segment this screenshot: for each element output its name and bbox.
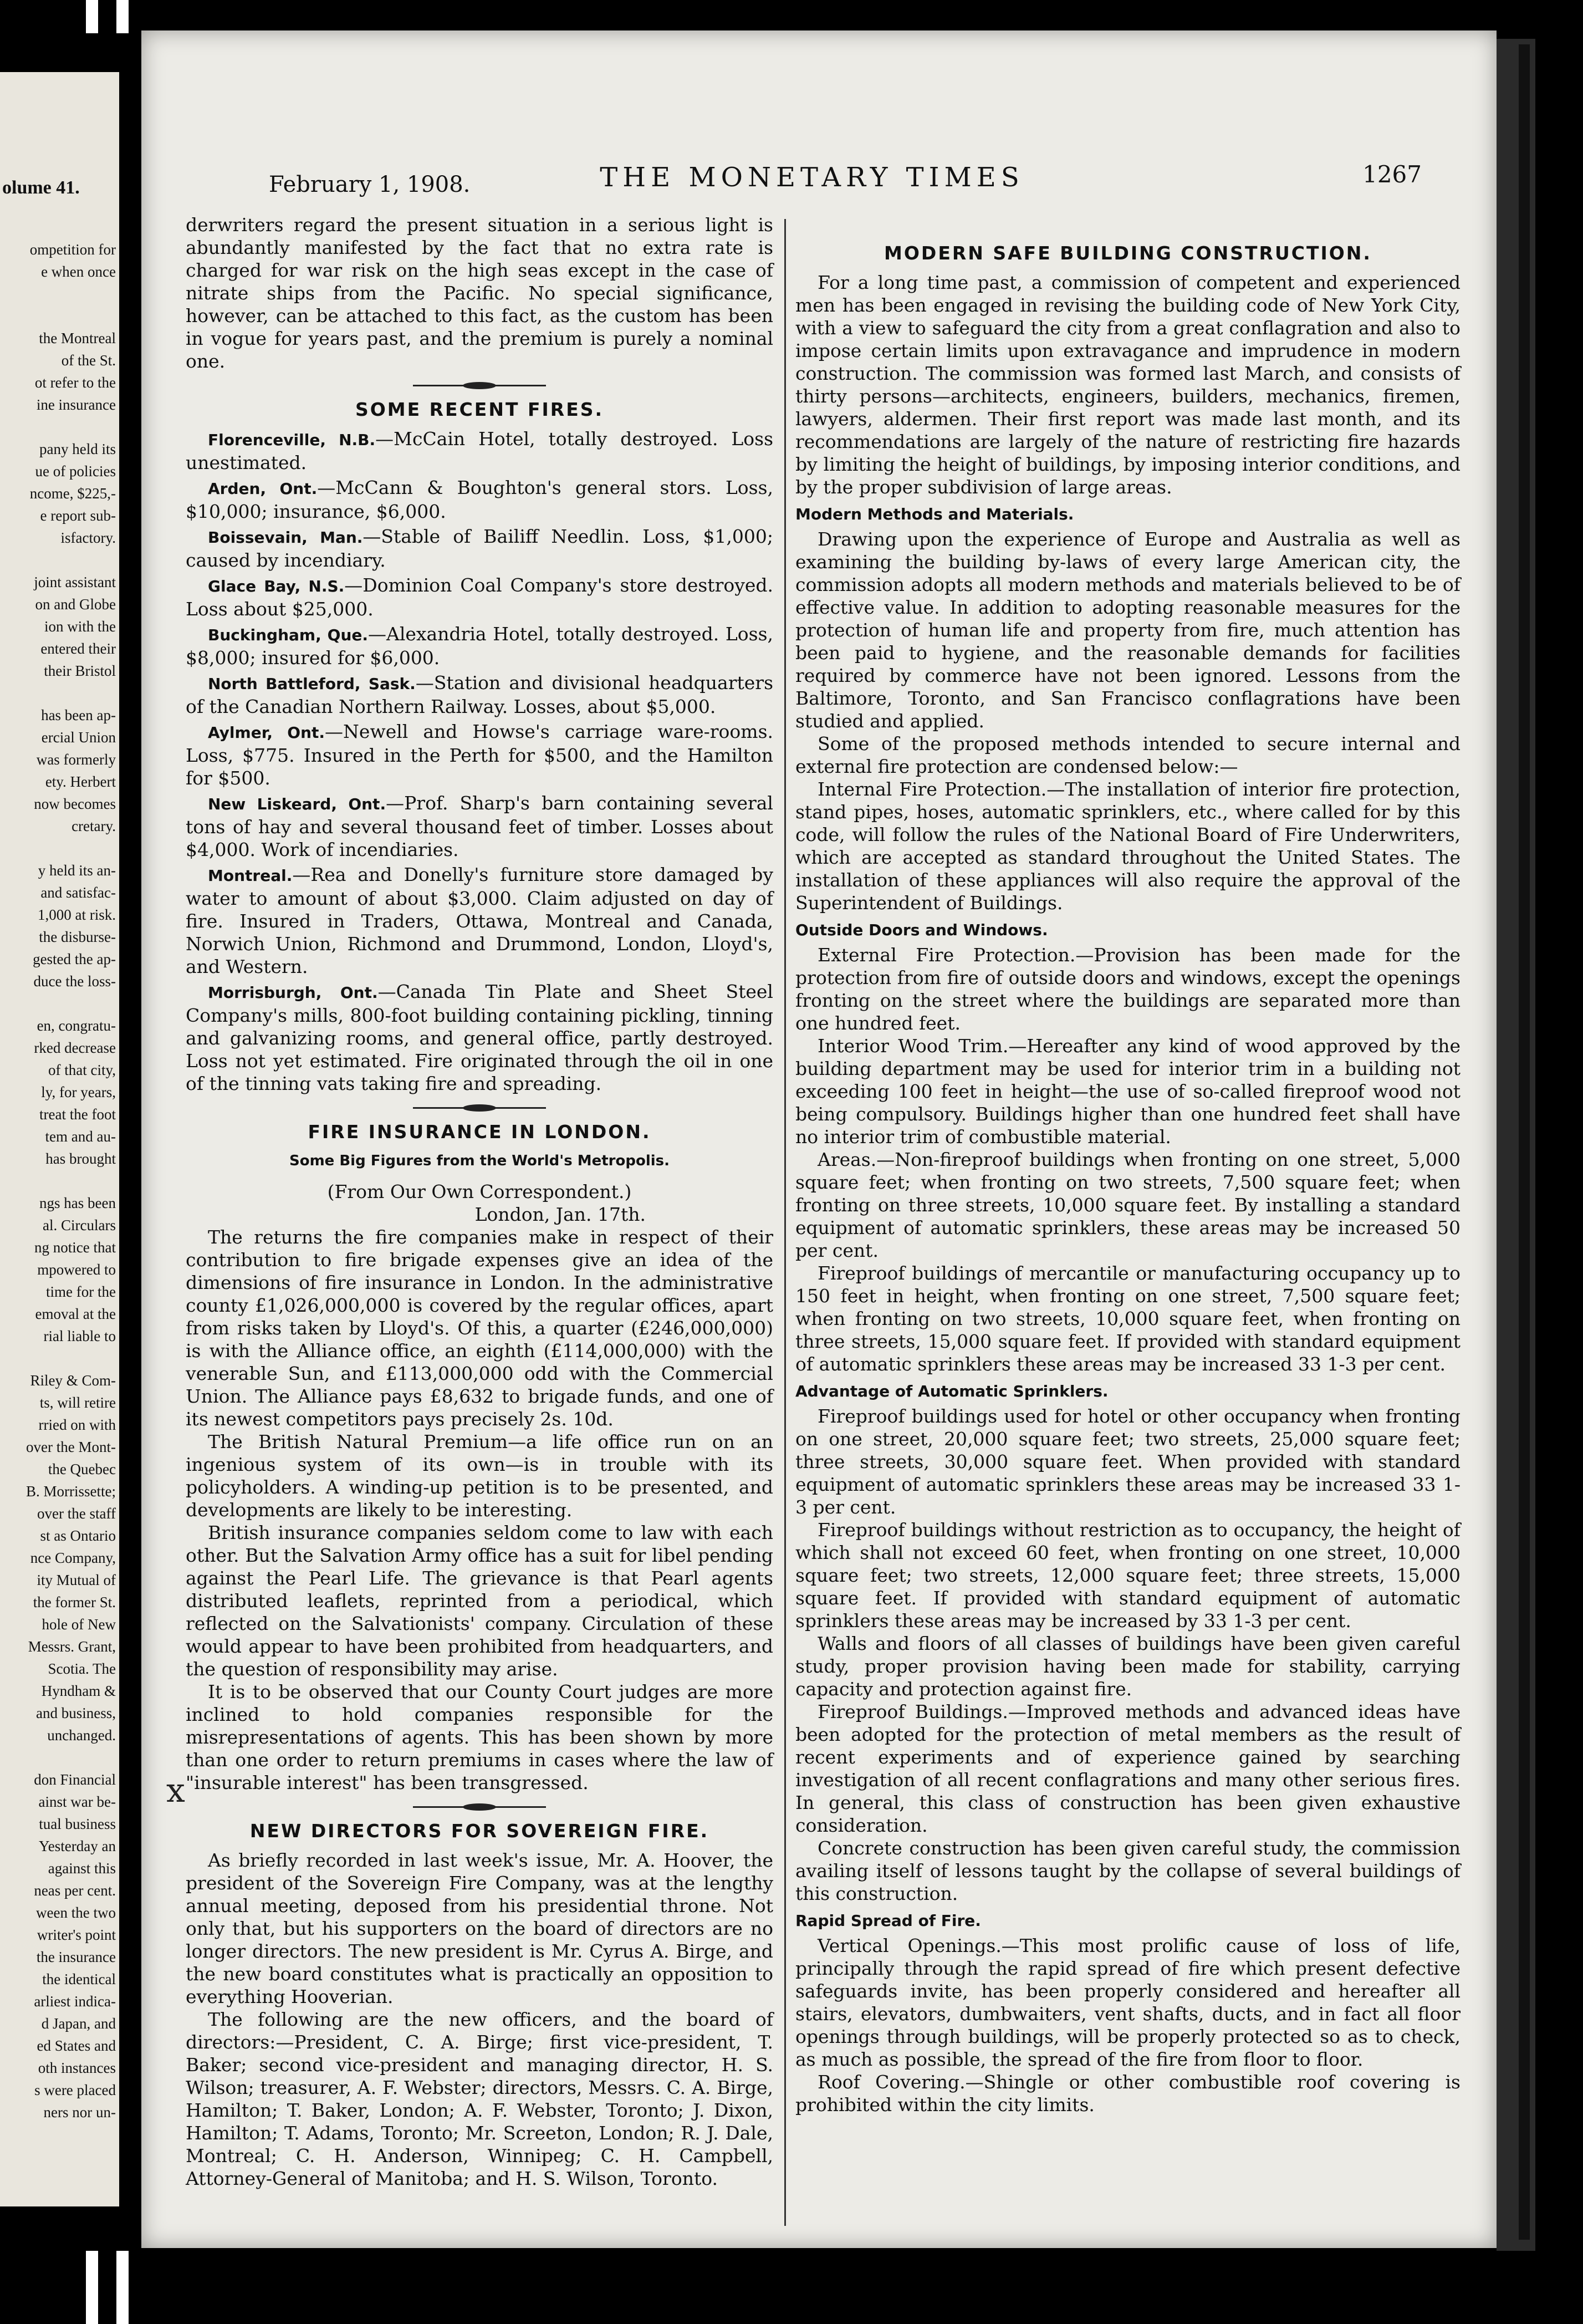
left-page-line: st as Ontario [40, 1527, 116, 1544]
left-page-volume: olume 41. [2, 177, 80, 198]
left-page-line: Hyndham & [41, 1683, 116, 1699]
left-page-line [1, 283, 116, 305]
left-page-line: unchanged. [47, 1727, 116, 1744]
subheading-spread: Rapid Spread of Fire. [795, 1912, 981, 1930]
left-page-line: ngs has been [39, 1195, 116, 1211]
fire-text: —Stable of Bailiff Needlin. Loss, $1,000; caused by incendiary. [186, 526, 774, 571]
left-page-line: e when once [41, 263, 116, 280]
issue-date: February 1, 1908. [269, 172, 471, 197]
building-paragraph: Walls and floors of all classes of buildings have been given careful study, proper provision having been made for stability, carrying capacity and protection against fire. [795, 1633, 1461, 1700]
left-page-line: and business, [36, 1705, 116, 1721]
left-page-line [1, 837, 116, 859]
left-page-line: isfactory. [60, 529, 116, 546]
subheading-methods: Modern Methods and Materials. [795, 505, 1074, 523]
fire-list [186, 427, 773, 1095]
london-heading: FIRE INSURANCE IN LONDON. [308, 1121, 651, 1143]
fire-entry [186, 623, 773, 669]
fire-text: —Rea and Donelly's furniture store damaged by water to amount of about $3,000. Claim adjusted on day of fire. Insured in Traders, Ottawa, Montreal and Canada, Norwich Union, Richmond and Drummond, London, Lloyd's, and Western. [186, 864, 773, 977]
left-page-line: of the St. [61, 352, 116, 369]
fire-entry [186, 720, 773, 789]
section-divider [413, 380, 546, 390]
left-page-line: ng notice that [34, 1239, 116, 1256]
london-paragraph: The returns the fire companies make in respect of their contribution to fire brigade expenses give an idea of the dimensions of fire insurance in London. In the administrative county £1,026,000,000 is covered by the regular offices, apart from risks taken by Lloyd's. Of this, a quarter (£246,000,000) is with the Alliance office, an eighth (£114,000,000) with the venerable Sun, and £113,000,000 odd with the Commercial Union. The Alliance pays £8,632 to brigade funds, and one of its newest competitors pays precisely 2s. 10d. [186, 1226, 773, 1430]
newspaper-page [141, 30, 1497, 2248]
left-page-line: don Financial [34, 1771, 116, 1788]
subheading-sprinklers: Advantage of Automatic Sprinklers. [795, 1382, 1109, 1400]
left-page-line: Riley & Com- [30, 1372, 116, 1389]
building-paragraph: Some of the proposed methods intended to secure internal and external fire protection are condensed below:— [795, 733, 1461, 777]
left-page-line: neas per cent. [34, 1882, 116, 1899]
fire-place: Morrisburgh, Ont. [208, 983, 378, 1002]
fire-text: —Newell and Howse's carriage ware-rooms. Loss, $775. Insured in the Perth for $500, and the Hamilton for $500. [186, 721, 773, 789]
left-page-line: ts, will retire [39, 1394, 116, 1411]
left-page-line: Yesterday an [39, 1838, 116, 1854]
left-page-line: ners nor un- [43, 2104, 116, 2121]
left-page-line: ety. Herbert [45, 773, 116, 790]
fire-place: Montreal. [208, 867, 293, 885]
fire-entry [186, 427, 773, 474]
fire-text: —Station and divisional headquarters of the Canadian Northern Railway. Losses, about $5,000. [186, 672, 774, 717]
fire-entry [186, 980, 773, 1095]
fire-text: —Alexandria Hotel, totally destroyed. Loss, $8,000; insured for $6,000. [186, 623, 773, 669]
left-page-line: tual business [39, 1816, 116, 1832]
page-edge-right-dark [1519, 44, 1530, 2240]
fire-place: Boissevain, Man. [208, 528, 363, 547]
left-page-line: over the Mont- [26, 1439, 116, 1455]
binding-mark-bottom-2 [116, 2251, 129, 2324]
left-page-line: over the staff [37, 1505, 116, 1522]
left-page-line: their Bristol [44, 662, 116, 679]
left-page-line: ly, for years, [41, 1084, 116, 1100]
left-page-line: now becomes [34, 796, 116, 812]
fire-place: Arden, Ont. [208, 480, 318, 498]
left-page-line: against this [48, 1860, 116, 1877]
left-page-line: y held its an- [38, 862, 116, 879]
left-page-line: ompetition for [29, 241, 116, 258]
left-page-line: rried on with [38, 1416, 116, 1433]
left-page-line: the former St. [33, 1594, 116, 1611]
fire-entry [186, 574, 773, 620]
left-page-line: ion with the [44, 618, 116, 635]
left-page-line: ncome, $225,- [29, 485, 116, 502]
page-header [202, 150, 1422, 211]
building-paragraph: Interior Wood Trim.—Hereafter any kind of wood approved by the building department may be used for interior trim in a building not exceeding 100 feet in height—the use of so-called fireproof wood not being compulsory. Buildings higher than one hundred feet shall have no interior trim of combustible material. [795, 1035, 1461, 1148]
building-paragraph: Roof Covering.—Shingle or other combustible roof covering is prohibited within the city limits. [795, 2071, 1461, 2116]
fire-entry [186, 476, 773, 523]
fire-entry [186, 671, 773, 718]
section-divider [413, 1103, 546, 1113]
left-page-line: treat the foot [39, 1106, 116, 1123]
left-page-line: the identical [42, 1971, 116, 1987]
building-paragraph: Fireproof buildings of mercantile or manufacturing occupancy up to 150 feet in height, when fronting on one street, 7,500 square feet; when fronting on two streets, 10,000 square feet, when fronting on three streets, 15,000 square feet. If provided with standard equipment of automatic sprinklers these areas may be increased 33 1-3 per cent. [795, 1262, 1461, 1375]
left-page-line: of that city, [48, 1062, 116, 1078]
left-page-line: al. Circulars [43, 1217, 116, 1234]
left-page-line: Scotia. The [48, 1660, 116, 1677]
left-page-line: rial liable to [43, 1328, 116, 1344]
left-page-line: ainst war be- [38, 1793, 116, 1810]
fire-place: North Battleford, Sask. [208, 675, 416, 693]
london-paragraph: It is to be observed that our County Court judges are more inclined to hold companies responsible for the misrepresentations of agents. This has been shown by more than one order to return premiums in cases where the law of "insurable interest" has been transgressed. [186, 1681, 773, 1793]
left-page-line [1, 682, 116, 704]
fire-place: Buckingham, Que. [208, 626, 369, 644]
left-page-line: B. Morrissette; [26, 1483, 116, 1500]
directors-heading: NEW DIRECTORS FOR SOVEREIGN FIRE. [249, 1820, 709, 1842]
fire-place: Aylmer, Ont. [208, 723, 325, 742]
left-page-line: and satisfac- [40, 884, 116, 901]
left-page-line: has been ap- [41, 707, 116, 723]
left-page-line: rked decrease [34, 1039, 116, 1056]
left-page-line: ot refer to the [34, 374, 116, 391]
page-number: 1267 [1362, 161, 1422, 188]
fire-entry [186, 792, 773, 861]
fire-text: —McCann & Boughton's general stors. Loss, $10,000; insurance, $6,000. [186, 477, 774, 522]
left-page-line [1, 1170, 116, 1192]
left-page-line [1, 1746, 116, 1769]
left-page-line: ine insurance [36, 396, 116, 413]
fire-text: —Prof. Sharp's barn containing several tons of hay and several thousand feet of timber. Losses about $4,000. Work of incendiaries. [186, 792, 773, 860]
binding-mark-top-2 [116, 0, 129, 33]
left-page-line: ed States and [37, 2037, 116, 2054]
column-left [186, 213, 773, 2190]
building-paragraph: Internal Fire Protection.—The installation of interior fire protection, stand pipes, hoses, automatic sprinklers, etc., where called for by this code, will follow the rules of the National Board of Fire Underwriters, which are accepted as standard throughout the United States. The installation of these appliances will also require the approval of the Superintendent of Buildings. [795, 778, 1461, 914]
fire-place: Florenceville, N.B. [208, 431, 376, 449]
building-paragraph: External Fire Protection.—Provision has been made for the protection from fire of outside doors and windows, except the openings fronting on the street where the buildings are separated more than one hundred feet. [795, 944, 1461, 1034]
fire-text: —Dominion Coal Company's store destroyed. Loss about $25,000. [186, 574, 773, 620]
left-page-line: pany held its [39, 441, 116, 457]
left-page-line: was formerly [36, 751, 116, 768]
left-page-line: ity Mutual of [37, 1572, 116, 1588]
london-paragraph: The British Natural Premium—a life office run on an ingenious system of its own—is in trouble with its policyholders. A winding-up petition is to be presented, and developments are likely to be interesting. [186, 1431, 773, 1521]
left-page-line: 1,000 at risk. [38, 906, 116, 923]
left-page-line: emoval at the [35, 1306, 116, 1322]
left-page-line [1, 416, 116, 438]
masthead: THE MONETARY TIMES [600, 162, 1024, 193]
fire-place: Glace Bay, N.S. [208, 577, 345, 595]
left-page-line: ercial Union [41, 729, 116, 746]
building-paragraph: Fireproof buildings used for hotel or other occupancy when fronting on one street, 20,000 square feet; two streets, 25,000 square feet; three streets, 30,000 square feet. When provided with standard equipment of automatic sprinklers these areas may be increased 33 1-3 per cent. [795, 1405, 1461, 1518]
left-page-line: joint assistant [34, 574, 116, 590]
left-page-line: mpowered to [37, 1261, 116, 1278]
intro-paragraph: derwriters regard the present situation in a serious light is abundantly manifested by the fact that no extra rate is charged for war risk on the high seas except in the case of nitrate ships from the Pacific. No special significance, however, can be attached to this fact, as the custom has been in vogue for years past, and the premium is purely a nominal one. [186, 214, 773, 372]
left-page-line: nce Company, [30, 1550, 116, 1566]
building-paragraph: Vertical Openings.—This most prolific cause of loss of life, principally through the rapid spread of fire which present defective safeguards invite, has been properly considered and hereafter all stairs, elevators, dumbwaiters, vent shafts, ducts, and in fact all floor openings through buildings, will be properly protected so as to check, as much as possible, the spread of the fire from floor to floor. [795, 1935, 1461, 2070]
section-divider [413, 1802, 546, 1812]
left-page-line [1, 305, 116, 327]
dateline: London, Jan. 17th. [474, 1204, 646, 1225]
left-page-line: ween the two [36, 1904, 116, 1921]
left-page-lines [1, 238, 116, 2123]
left-page-line: e report sub- [40, 507, 116, 524]
left-page-line: tem and au- [45, 1128, 116, 1145]
left-page-line [1, 549, 116, 571]
binding-mark-top-1 [86, 0, 98, 33]
left-page-line: Messrs. Grant, [28, 1638, 116, 1655]
directors-paragraph: The following are the new officers, and the board of directors:—President, C. A. Birge; first vice-president, T. Baker; second vice-president and managing director, H. S. Wilson; treasurer, A. F. Webster; directors, Messrs. C. A. Birge, Hamilton; T. Baker, London; A. F. Webster, Toronto; J. Dixon, Hamilton; T. Adams, Toronto; Mr. Screeton, London; R. J. Dale, Montreal; C. H. Anderson, Winnipeg; C. H. Campbell, Attorney-General of Manitoba; and H. S. Wilson, Toronto. [186, 2009, 773, 2189]
left-page-line: writer's point [37, 1927, 116, 1943]
left-page-line [1, 1347, 116, 1369]
left-page-line: has brought [45, 1150, 116, 1167]
building-intro: For a long time past, a commission of competent and experienced men has been engaged in revising the building code of New York City, with a view to safeguard the city from a great conflagration and also to impose certain limits upon extravagance and imprudence in modern construction. The commission was formed last March, and consists of thirty persons—architects, engineers, builders, mechanics, firemen, lawyers, aldermen. Their first report was made last month, and its recommendations are largely of the nature of restricting fire hazards by limiting the height of buildings, by imposing interior conditions, and by the proper subdivision of large areas. [795, 272, 1461, 498]
left-page-line: duce the loss- [33, 973, 116, 990]
left-page-line: gested the ap- [33, 951, 116, 967]
left-page-line: s were placed [34, 2082, 116, 2098]
fires-heading: SOME RECENT FIRES. [355, 399, 604, 420]
fire-place: New Liskeard, Ont. [208, 795, 386, 813]
london-paragraph: British insurance companies seldom come to law with each other. But the Salvation Army office has a suit for libel pending against the Pearl Life. The grievance is that Pearl agents distributed leaflets, reprinted from a periodical, which reflected on the Salvationists' company. Circulation of these would appear to have been prohibited from headquarters, and the question of responsibility may arise. [186, 1522, 773, 1680]
left-page-line [1, 992, 116, 1015]
left-page-line: the insurance [36, 1949, 116, 1965]
fire-entry [186, 863, 773, 978]
left-page-line: the Montreal [39, 330, 116, 346]
column-right [795, 238, 1461, 2116]
left-page-line: hole of New [42, 1616, 116, 1633]
left-page-line: arliest indica- [34, 1993, 116, 2010]
column-rule [784, 219, 786, 2226]
left-page-line: the disburse- [39, 929, 116, 945]
building-paragraph: Drawing upon the experience of Europe and Australia as well as examining the building by-laws of every large American city, the commission adopts all modern methods and materials believed to be of effective value. In addition to adopting reasonable measures for the protection of human life and property from fire, much attention has been paid to hygiene, and the reasonable demands for facilities required by commerce have not been ignored. Lessons from the Baltimore, Toronto, and San Francisco conflagrations have been studied and applied. [795, 528, 1461, 732]
left-page-line: ue of policies [35, 463, 116, 480]
left-page-line: entered their [40, 640, 116, 657]
fire-text: —McCain Hotel, totally destroyed. Loss unestimated. [186, 428, 773, 473]
building-paragraph: Fireproof Buildings.—Improved methods and advanced ideas have been adopted for the protection of metal members as the result of recent experiments and of experience gained by searching investigation of all recent conflagrations and many other serious fires. In general, this class of construction has been given exhaustive consideration. [795, 1701, 1461, 1836]
fire-entry [186, 525, 773, 572]
building-paragraph: Areas.—Non-fireproof buildings when fronting on one street, 5,000 square feet; when fronting on two streets, 7,500 square feet; when fronting on three streets, 10,000 square feet. By installing a standard equipment of automatic sprinklers, these areas may be increased 50 per cent. [795, 1149, 1461, 1261]
margin-pencil-mark: x [166, 1771, 185, 1810]
building-paragraph: Concrete construction has been given careful study, the commission availing itself of lessons taught by the collapse of several buildings of this construction. [795, 1837, 1461, 1904]
left-page-line: time for the [46, 1283, 116, 1300]
building-paragraph: Fireproof buildings without restriction as to occupancy, the height of which shall not exceed 60 feet, when fronting on one street, 10,000 square feet; two streets, 12,000 square feet; three streets, 15,000 square feet. If provided with standard equipment of automatic sprinklers these areas may be increased by 33 1-3 per cent. [795, 1519, 1461, 1632]
building-heading: MODERN SAFE BUILDING CONSTRUCTION. [884, 242, 1372, 264]
subheading-doors: Outside Doors and Windows. [795, 921, 1048, 939]
left-facing-page [0, 72, 119, 2206]
directors-paragraph: As briefly recorded in last week's issue, Mr. A. Hoover, the president of the Sovereign Fire Company, was at the lengthy annual meeting, deposed from his presidential throne. Not only that, but his supporters on the board of directors are no longer directors. The new president is Mr. Cyrus A. Birge, and the new board constitutes what is practically an opposition to everything Hooverian. [186, 1849, 773, 2007]
binding-mark-bottom-1 [86, 2251, 98, 2324]
left-page-line: en, congratu- [37, 1017, 116, 1034]
left-page-line: oth instances [38, 2060, 116, 2076]
correspondent-line: (From Our Own Correspondent.) [327, 1181, 632, 1202]
left-page-line: the Quebec [48, 1461, 116, 1477]
london-subheading: Some Big Figures from the World's Metropolis. [289, 1153, 670, 1169]
left-page-line: cretary. [72, 818, 116, 834]
fire-text: —Canada Tin Plate and Sheet Steel Company's mills, 800-foot building containing pickling, tinning and galvanizing rooms, and general office, partly destroyed. Loss not yet estimated. Fire originated through the oil in one of the tinning vats taking fire and spreading. [186, 981, 773, 1094]
left-page-line: on and Globe [35, 596, 116, 613]
left-page-line: d Japan, and [41, 2015, 116, 2032]
